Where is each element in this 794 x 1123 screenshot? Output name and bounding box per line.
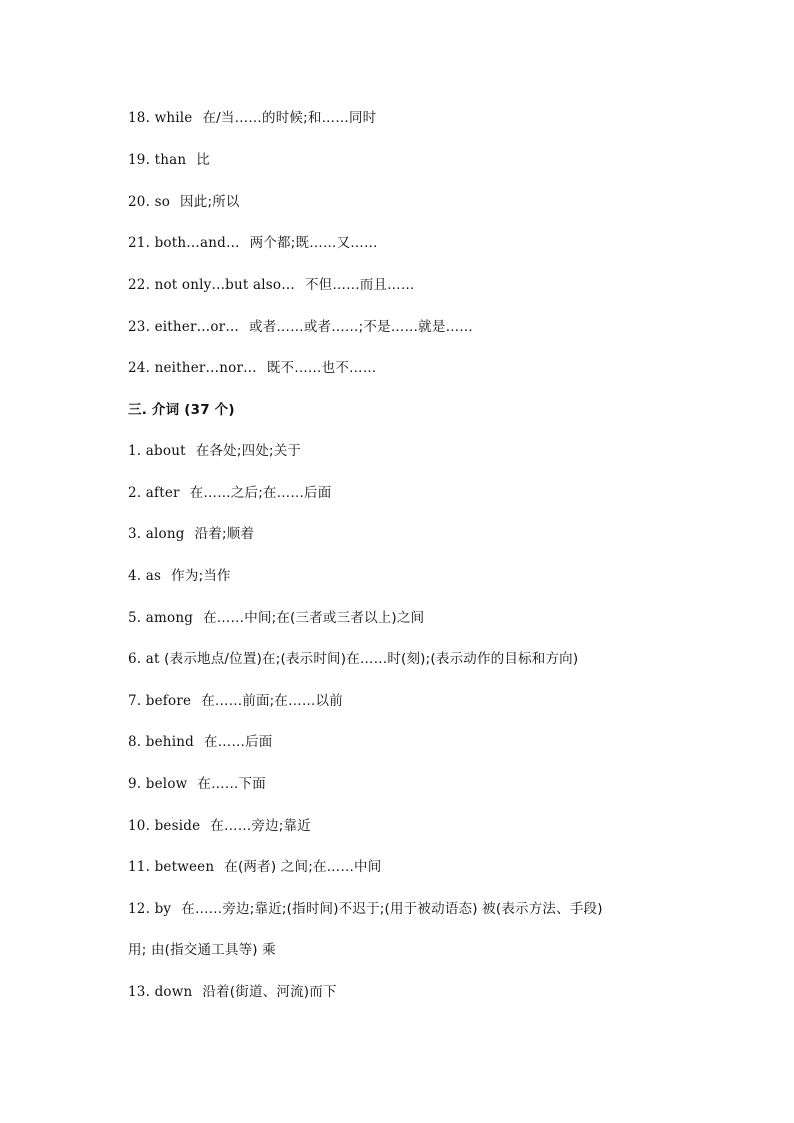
item-meaning: 两个都;既……又…… [249, 235, 378, 251]
item-meaning: 在……下面 [197, 776, 266, 792]
list-item [128, 442, 688, 460]
list-item [128, 234, 688, 252]
item-meaning: 在……旁边;靠近 [210, 818, 311, 834]
list-item-continuation [128, 941, 688, 959]
item-word: about [145, 443, 186, 459]
list-item [128, 151, 688, 169]
list-item [128, 525, 688, 543]
item-meaning: 在……旁边;靠近;(指时间)不迟于;(用于被动语态) 被(表示方法、手段) [181, 901, 603, 917]
item-meaning: 作为;当作 [171, 568, 231, 584]
item-word: either…or… [154, 319, 240, 335]
item-word: by [154, 901, 172, 917]
item-number: 13. [128, 984, 151, 1000]
list-item [128, 109, 688, 127]
item-word: after [145, 485, 180, 501]
item-number: 18. [128, 110, 151, 126]
item-number: 8. [128, 734, 142, 750]
item-word: than [154, 152, 187, 168]
item-number: 7. [128, 693, 142, 709]
item-meaning: 在……中间;在(三者或三者以上)之间 [203, 610, 425, 626]
item-word: between [154, 859, 215, 875]
item-word: behind [145, 734, 194, 750]
item-number: 4. [128, 568, 142, 584]
list-item [128, 567, 688, 585]
item-meaning: 既不……也不…… [266, 360, 377, 376]
list-item [128, 775, 688, 793]
list-item [128, 733, 688, 751]
list-item [128, 858, 688, 876]
item-word: not only…but also… [154, 277, 295, 293]
item-word: neither…nor… [154, 360, 257, 376]
item-number: 5. [128, 610, 142, 626]
list-item [128, 484, 688, 502]
item-number: 20. [128, 194, 151, 210]
item-meaning: 或者……或者……;不是……就是…… [249, 319, 473, 335]
item-number: 3. [128, 526, 142, 542]
item-word: below [145, 776, 188, 792]
item-word: before [145, 693, 192, 709]
item-meaning: 在……之后;在……后面 [189, 485, 332, 501]
item-word: as [145, 568, 162, 584]
item-number: 21. [128, 235, 151, 251]
list-item [128, 609, 688, 627]
section-heading: 三. 介词 (37 个) [128, 402, 235, 418]
item-number: 2. [128, 485, 142, 501]
item-meaning: 不但……而且…… [304, 277, 415, 293]
item-word: beside [154, 818, 201, 834]
list-item [128, 650, 688, 668]
list-item [128, 276, 688, 294]
item-meaning: 在(两者) 之间;在……中间 [224, 859, 382, 875]
item-word: along [145, 526, 185, 542]
item-number: 1. [128, 443, 142, 459]
item-meaning: 因此;所以 [180, 194, 240, 210]
item-meaning: 沿着;顺着 [194, 526, 255, 542]
item-meaning: 用; 由(指交通工具等) 乘 [128, 942, 276, 958]
list-item [128, 193, 688, 211]
item-number: 11. [128, 859, 151, 875]
item-number: 22. [128, 277, 151, 293]
item-meaning: 比 [196, 152, 210, 168]
item-meaning: (表示地点/位置)在;(表示时间)在……时(刻);(表示动作的目标和方向) [164, 651, 579, 667]
item-meaning: 在/当……的时候;和……同时 [202, 110, 377, 126]
item-number: 6. [128, 651, 142, 667]
item-word: among [145, 610, 194, 626]
list-item [128, 318, 688, 336]
item-meaning: 沿着(街道、河流)而下 [202, 984, 337, 1000]
item-word: both…and… [154, 235, 240, 251]
item-word: so [154, 194, 171, 210]
item-number: 24. [128, 360, 151, 376]
list-item [128, 692, 688, 710]
item-word: at [145, 651, 160, 667]
list-item [128, 900, 688, 918]
list-item [128, 983, 688, 1001]
item-number: 19. [128, 152, 151, 168]
item-number: 9. [128, 776, 142, 792]
item-meaning: 在……前面;在……以前 [201, 693, 343, 709]
item-word: while [154, 110, 193, 126]
item-number: 12. [128, 901, 151, 917]
item-number: 10. [128, 818, 151, 834]
item-meaning: 在各处;四处;关于 [195, 443, 302, 459]
list-item [128, 817, 688, 835]
list-item [128, 359, 688, 377]
item-number: 23. [128, 319, 151, 335]
item-meaning: 在……后面 [203, 734, 273, 750]
item-word: down [154, 984, 193, 1000]
